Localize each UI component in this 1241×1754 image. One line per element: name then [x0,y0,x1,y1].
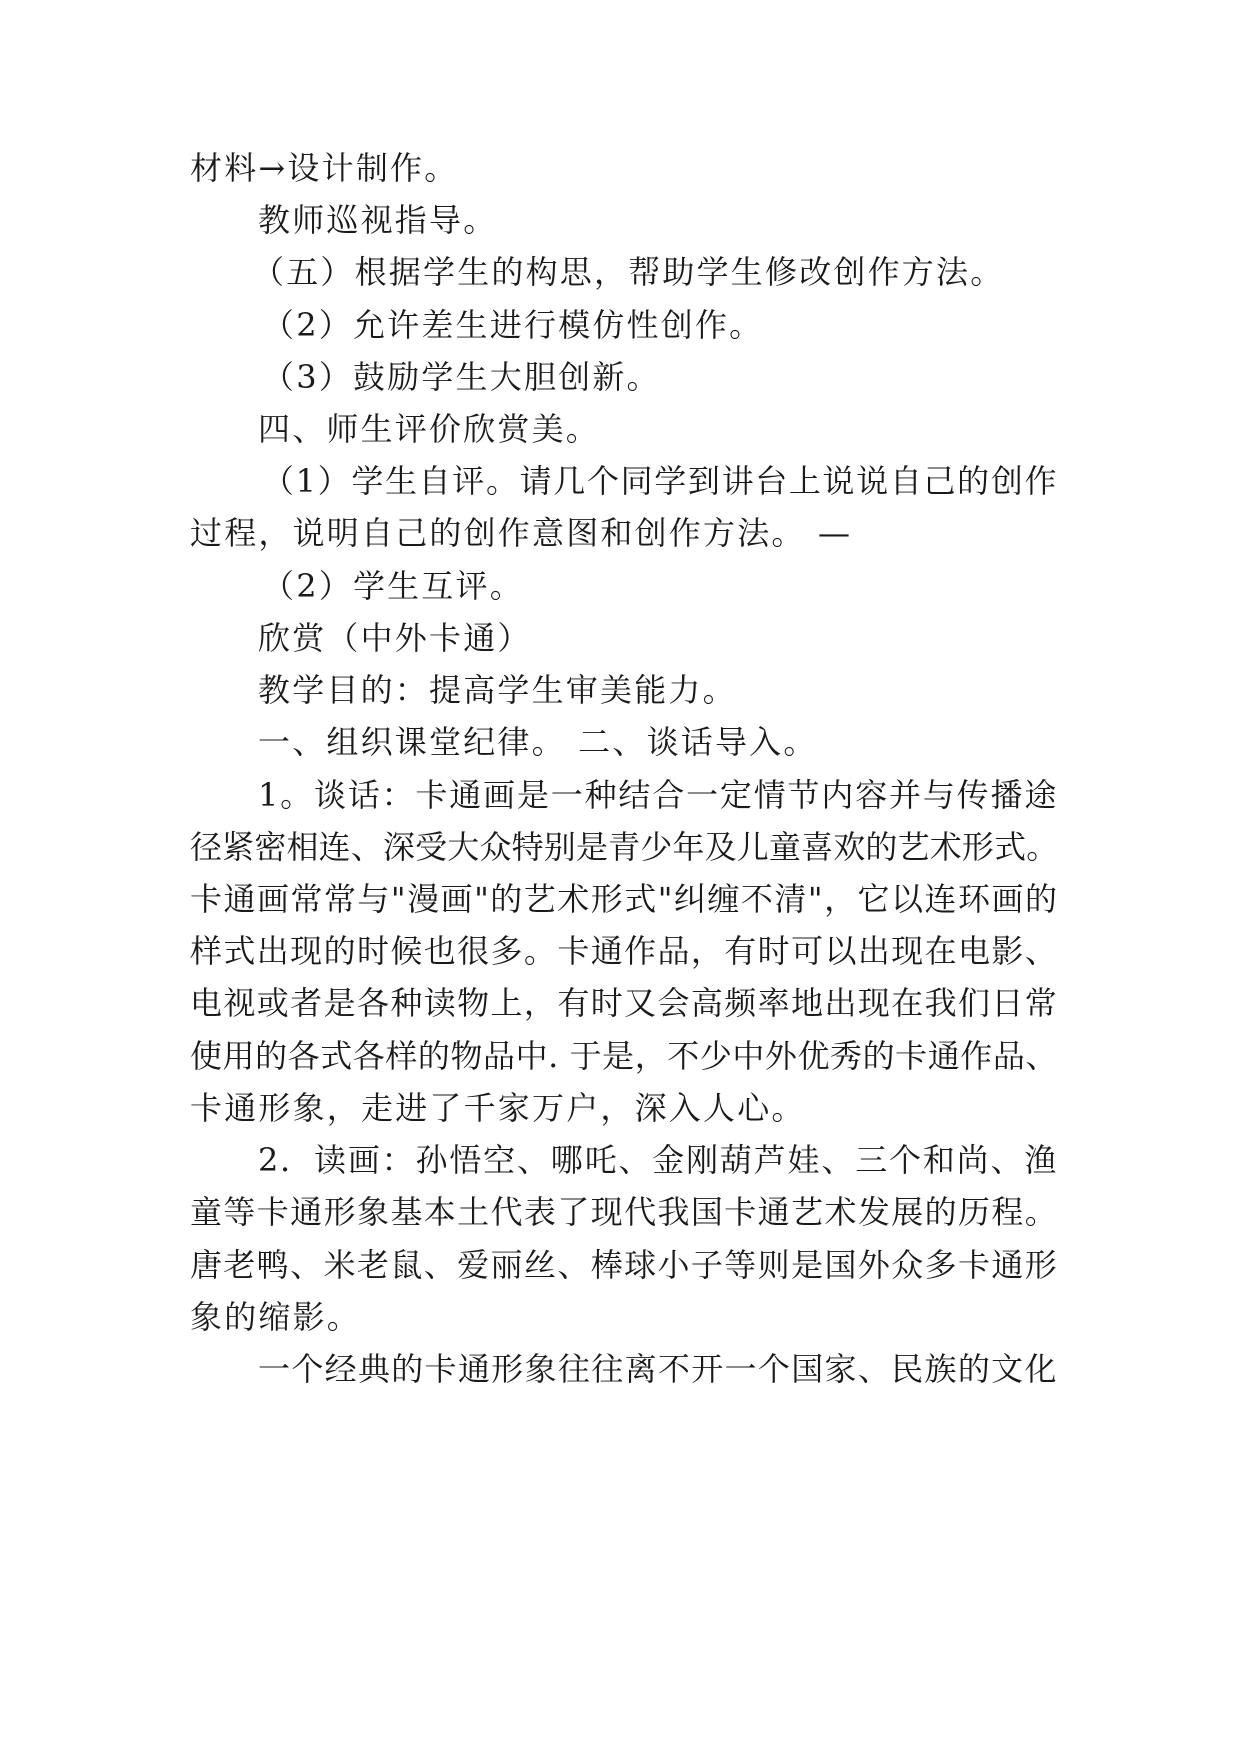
text-line: （2）学生互评。 [262,567,524,605]
text-line: 教师巡视指导。 [258,201,498,239]
text-line: 样式出现的时候也很多。卡通作品，有时可以出现在电影、 [190,932,1059,970]
text-line: 电视或者是各种读物上，有时又会高频率地出现在我们日常 [190,984,1059,1022]
text-line: 材料→设计制作。 [190,149,459,187]
text-line: 欣赏（中外卡通） [258,619,532,657]
text-line: （2）允许差生进行模仿性创作。 [262,306,764,344]
text-line: （1）学生自评。请几个同学到讲台上说说自己的创作 [262,462,1059,500]
text-line: 教学目的：提高学生审美能力。 [258,671,737,709]
text-line: 童等卡通形象基本土代表了现代我国卡通艺术发展的历程。 [190,1193,1059,1231]
text-line: 卡通画常常与"漫画"的艺术形式"纠缠不清"，它以连环画的 [190,880,1059,918]
text-line: 一个经典的卡通形象往往离不开一个国家、民族的文化 [258,1350,1058,1388]
text-line: 过程，说明自己的创作意图和创作方法。 — [190,514,853,552]
text-line: 使用的各式各样的物品中. 于是，不少中外优秀的卡通作品、 [190,1037,1058,1075]
text-line: 径紧密相连、深受大众特别是青少年及儿童喜欢的艺术形式。 [190,828,1059,866]
text-line: 2．读画：孙悟空、哪吒、金刚葫芦娃、三个和尚、渔 [258,1141,1059,1179]
text-line: （五）根据学生的构思，帮助学生修改创作方法。 [252,253,1005,291]
text-line: 1。谈话：卡通画是一种结合一定情节内容并与传播途 [258,776,1059,814]
text-line: 四、师生评价欣赏美。 [258,410,601,448]
text-line: 一、组织课堂纪律。 二、谈话导入。 [258,723,818,761]
text-line: 象的缩影。 [190,1298,362,1336]
text-line: （3）鼓励学生大胆创新。 [262,358,661,396]
text-line: 卡通形象，走进了千家万户，深入人心。 [190,1089,806,1127]
text-line: 唐老鸭、米老鼠、爱丽丝、棒球小子等则是国外众多卡通形 [190,1246,1059,1284]
